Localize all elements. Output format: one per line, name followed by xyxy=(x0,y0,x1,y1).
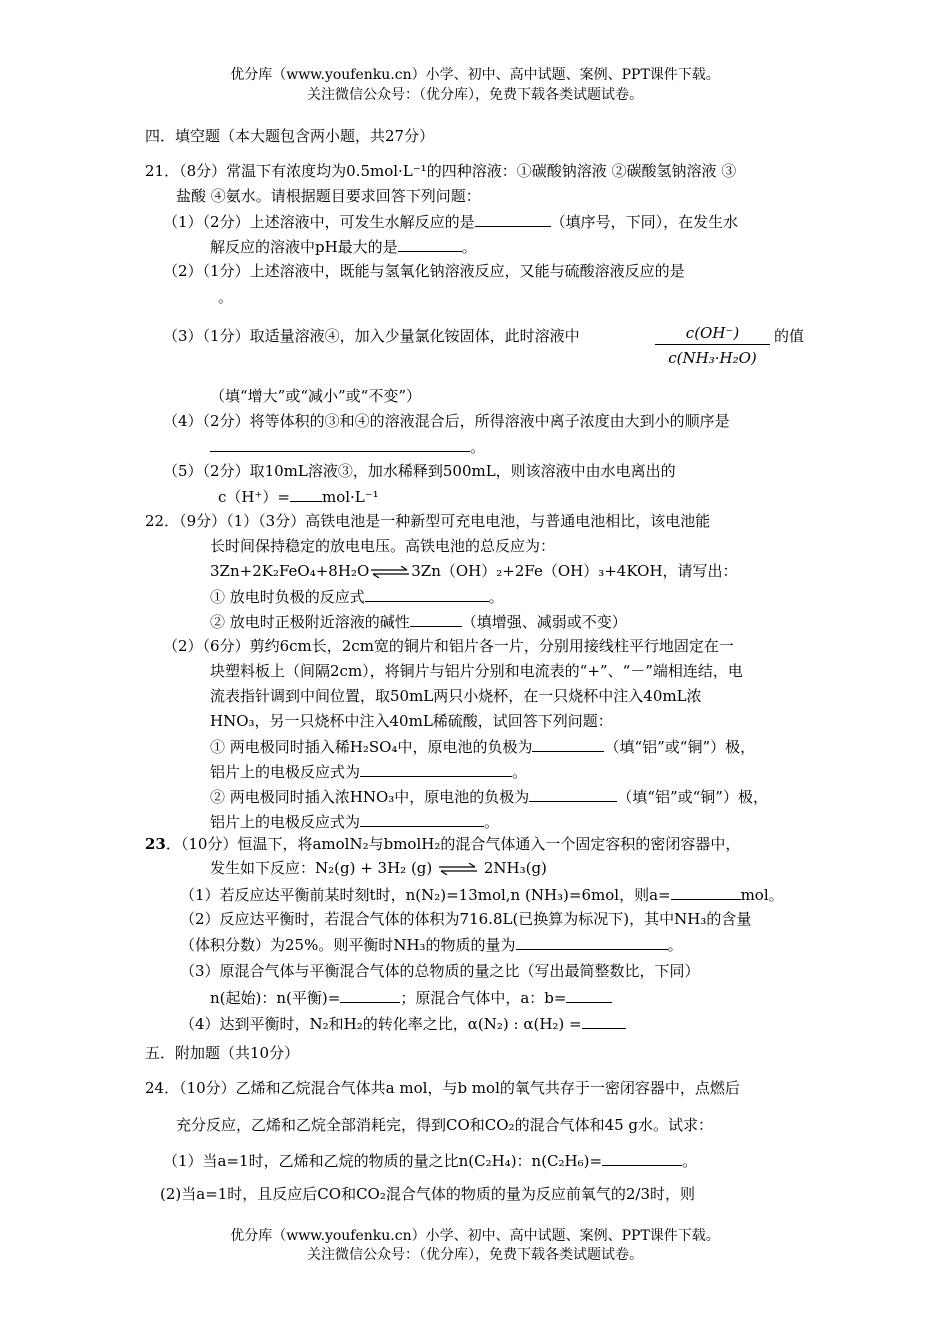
q23-part-2-cont xyxy=(180,934,683,955)
section-4-title: 四．填空题（本大题包含两小题，共27分） xyxy=(145,127,435,145)
equilibrium-arrow-icon xyxy=(369,566,411,578)
q22-case-2 xyxy=(210,786,768,807)
q22-c2-text-c: 铝片上的电极反应式为 xyxy=(210,813,361,831)
q24-part-1 xyxy=(163,1150,697,1171)
q22-case-1-cont xyxy=(210,761,527,782)
q22-c1-end: 。 xyxy=(512,763,528,781)
q22-s2-blank[interactable] xyxy=(410,611,462,627)
q22-eq-right: 3Zn（OH）₂+2Fe（OH）₃+4KOH，请写出： xyxy=(411,562,738,580)
q22-s1-blank[interactable] xyxy=(365,586,489,602)
q23-part-2: （2）反应达平衡时，若混合气体的体积为716.8L(已换算为标况下)，其中NH₃的含量 xyxy=(180,910,752,928)
footer-line-2: 关注微信公众号：（优分库），免费下载各类试题试卷。 xyxy=(307,1247,643,1263)
q24-line-1: 24．（10分）乙烯和乙烷混合气体共a mol，与b mol的氧气共存于一密闭容器中，点燃后 xyxy=(145,1079,740,1097)
header-line-1: 优分库（www.youfenku.cn）小学、初中、高中试题、案例、PPT课件下载。 xyxy=(230,67,720,83)
q21-p1-text-b: （填序号，下同），在发生水 xyxy=(550,213,739,231)
fraction-denominator: c(NH₃·H₂O) xyxy=(668,349,757,367)
q23-p3-text-c: ；原混合气体中，a：b= xyxy=(400,989,567,1007)
q23-p1-text: （1）若反应达平衡前某时刻t时，n(N₂)=13mol,n (NH₃)=6mol，则a= xyxy=(180,886,671,904)
q23-reaction-left: 发生如下反应：N₂(g) + 3H₂ (g) xyxy=(210,859,433,877)
q23-part-1 xyxy=(180,884,784,905)
q21-part-2-blank xyxy=(218,287,233,307)
q21-part-3-hint: （填“增大”或“减小”或“不变”） xyxy=(210,387,422,405)
header-line-2: 关注微信公众号：（优分库），免费下载各类试题试卷。 xyxy=(307,87,643,103)
q22-line-1: 22．（9分）（1）（3分）高铁电池是一种新型可充电电池，与普通电池相比，该电池能 xyxy=(145,512,711,530)
q22-part-2-line-2: 块塑料板上（间隔2cm），将铜片与铝片分别和电流表的“+”、“－”端相连结，电 xyxy=(210,662,743,680)
q22-c1-hint: （填“铝”或“铜”）极， xyxy=(604,738,756,756)
q22-c2-hint: （填“铝”或“铜”）极， xyxy=(617,788,768,806)
q22-c2-blank-2[interactable] xyxy=(360,811,484,827)
q21-part-5: （5）（2分）取10mL溶液③，加水稀释到500mL，则该溶液中由水电离出的 xyxy=(163,462,676,480)
q21-part-5-cont xyxy=(218,486,379,507)
q23-p2-blank[interactable] xyxy=(516,934,668,950)
q21-p1-text-a: （1）（2分）上述溶液中，可发生水解反应的是 xyxy=(163,213,475,231)
q23-p2-end: 。 xyxy=(667,936,683,954)
q24-p1-blank[interactable] xyxy=(602,1150,682,1166)
q22-sub-1 xyxy=(210,586,504,607)
q21-p5-blank[interactable] xyxy=(290,486,322,502)
q21-p5-text-c: mol·L⁻¹ xyxy=(321,488,379,506)
q21-p4-end: 。 xyxy=(470,438,486,456)
q24-p1-text: （1）当a=1时，乙烯和乙烷的物质的量之比n(C₂H₄)：n(C₂H₆)= xyxy=(163,1152,603,1170)
q23-line-1-text: ．（10分）恒温下，将amolN₂与bmolH₂的混合气体通入一个固定容积的密闭容器中， xyxy=(165,835,741,853)
q22-c1-blank-1[interactable] xyxy=(532,736,604,752)
q21-part-3: （3）（1分）取适量溶液④，加入少量氯化铵固体，此时溶液中 xyxy=(163,327,580,345)
q22-s2-text: ② 放电时正极附近溶液的碱性 xyxy=(210,613,410,631)
q21-part-4-blank-line xyxy=(210,436,485,457)
q21-p1-text-c: 解反应的溶液中pH最大的是 xyxy=(210,238,398,256)
q21-line-1: 21．（8分）常温下有浓度均为0.5mol·L⁻¹的四种溶液：①碳酸钠溶液 ②碳酸氢钠溶液 ③ xyxy=(145,162,737,180)
q21-p1-text-d: 。 xyxy=(461,238,477,256)
q23-part-3-cont xyxy=(210,987,612,1008)
q23-line-2 xyxy=(210,858,547,878)
q22-part-2-line-3: 流表指针调到中间位置，取50mL两只小烧杯，在一只烧杯中注入40mL浓 xyxy=(210,687,702,705)
q21-line-2: 盐酸 ④氨水。请根据题目要求回答下列问题： xyxy=(176,187,481,205)
q22-part-2-line-1: （2）（6分）剪约6cm长，2cm宽的铜片和铝片各一片，分别用接线柱平行地固定在一 xyxy=(163,637,734,655)
q24-line-2: 充分反应，乙烯和乙烷全部消耗完，得到CO和CO₂的混合气体和45 g水。试求： xyxy=(176,1116,714,1134)
q21-p1-blank-2[interactable] xyxy=(398,236,462,252)
q22-c1-blank-2[interactable] xyxy=(360,761,512,777)
q23-p3-blank-1[interactable] xyxy=(340,987,400,1003)
q24-part-2: (2)当a=1时，且反应后CO和CO₂混合气体的物质的量为反应前氧气的2/3时，则 xyxy=(160,1185,696,1203)
q21-p5-text-b: c（H⁺）= xyxy=(218,488,290,506)
q21-part-2: （2）（1分）上述溶液中，既能与氢氧化钠溶液反应，又能与硫酸溶液反应的是 xyxy=(163,262,685,280)
q23-number: 23 xyxy=(145,835,166,853)
q21-p1-blank-1[interactable] xyxy=(475,211,551,227)
q22-equation xyxy=(210,561,738,581)
q22-c1-text: ① 两电极同时插入稀H₂SO₄中，原电池的负极为 xyxy=(210,738,533,756)
q23-p3-text-b: n(起始)：n(平衡)= xyxy=(210,989,341,1007)
q23-line-1 xyxy=(145,834,740,854)
q21-part-4: （4）（2分）将等体积的③和④的溶液混合后，所得溶液中离子浓度由大到小的顺序是 xyxy=(163,412,730,430)
q22-c2-end: 。 xyxy=(484,813,500,831)
q21-part-1 xyxy=(163,211,738,232)
q22-eq-left: 3Zn+2K₂FeO₄+8H₂O xyxy=(210,562,370,580)
equilibrium-arrow-icon xyxy=(437,863,479,875)
q21-p4-blank[interactable] xyxy=(210,436,470,452)
q22-c2-blank-1[interactable] xyxy=(529,786,617,802)
q23-p4-blank[interactable] xyxy=(582,1013,626,1029)
q22-part-2-line-4: HNO₃，另一只烧杯中注入40mL稀硫酸，试回答下列问题： xyxy=(210,712,613,730)
q22-sub-2 xyxy=(210,611,627,632)
q23-p4-text: （4）达到平衡时，N₂和H₂的转化率之比，α(N₂) : α(H₂) = xyxy=(180,1015,582,1033)
q22-s1-text: ① 放电时负极的反应式 xyxy=(210,588,365,606)
q22-case-1 xyxy=(210,736,755,757)
q21-p2-end: 。 xyxy=(218,288,234,306)
q21-fraction xyxy=(655,322,770,371)
fraction-numerator: c(OH⁻) xyxy=(655,322,770,345)
q22-case-2-cont xyxy=(210,811,499,832)
q22-c2-text: ② 两电极同时插入浓HNO₃中，原电池的负极为 xyxy=(210,788,530,806)
q23-part-4 xyxy=(180,1013,626,1034)
q22-s1-end: 。 xyxy=(488,588,504,606)
q24-p1-end: 。 xyxy=(682,1152,698,1170)
q23-part-3: （3）原混合气体与平衡混合气体的总物质的量之比（写出最简整数比，下同） xyxy=(180,962,700,980)
q23-p1-blank[interactable] xyxy=(671,884,741,900)
footer-line-1: 优分库（www.youfenku.cn）小学、初中、高中试题、案例、PPT课件下载。 xyxy=(230,1228,720,1244)
q21-part-3-end: 的值 xyxy=(774,327,805,345)
q21-part-1-cont xyxy=(210,236,477,257)
q22-line-2: 长时间保持稳定的放电电压。高铁电池的总反应为： xyxy=(210,537,556,555)
q22-c1-text-c: 铝片上的电极反应式为 xyxy=(210,763,361,781)
q23-p1-end: mol。 xyxy=(740,886,784,904)
section-5-title: 五．附加题（共10分） xyxy=(145,1044,300,1062)
q22-s2-end: （填增强、减弱或不变） xyxy=(461,613,627,631)
q23-p2-text-b: （体积分数）为25%。则平衡时NH₃的物质的量为 xyxy=(180,936,516,954)
q23-reaction-right: 2NH₃(g) xyxy=(483,859,547,877)
q23-p3-blank-2[interactable] xyxy=(566,987,612,1003)
